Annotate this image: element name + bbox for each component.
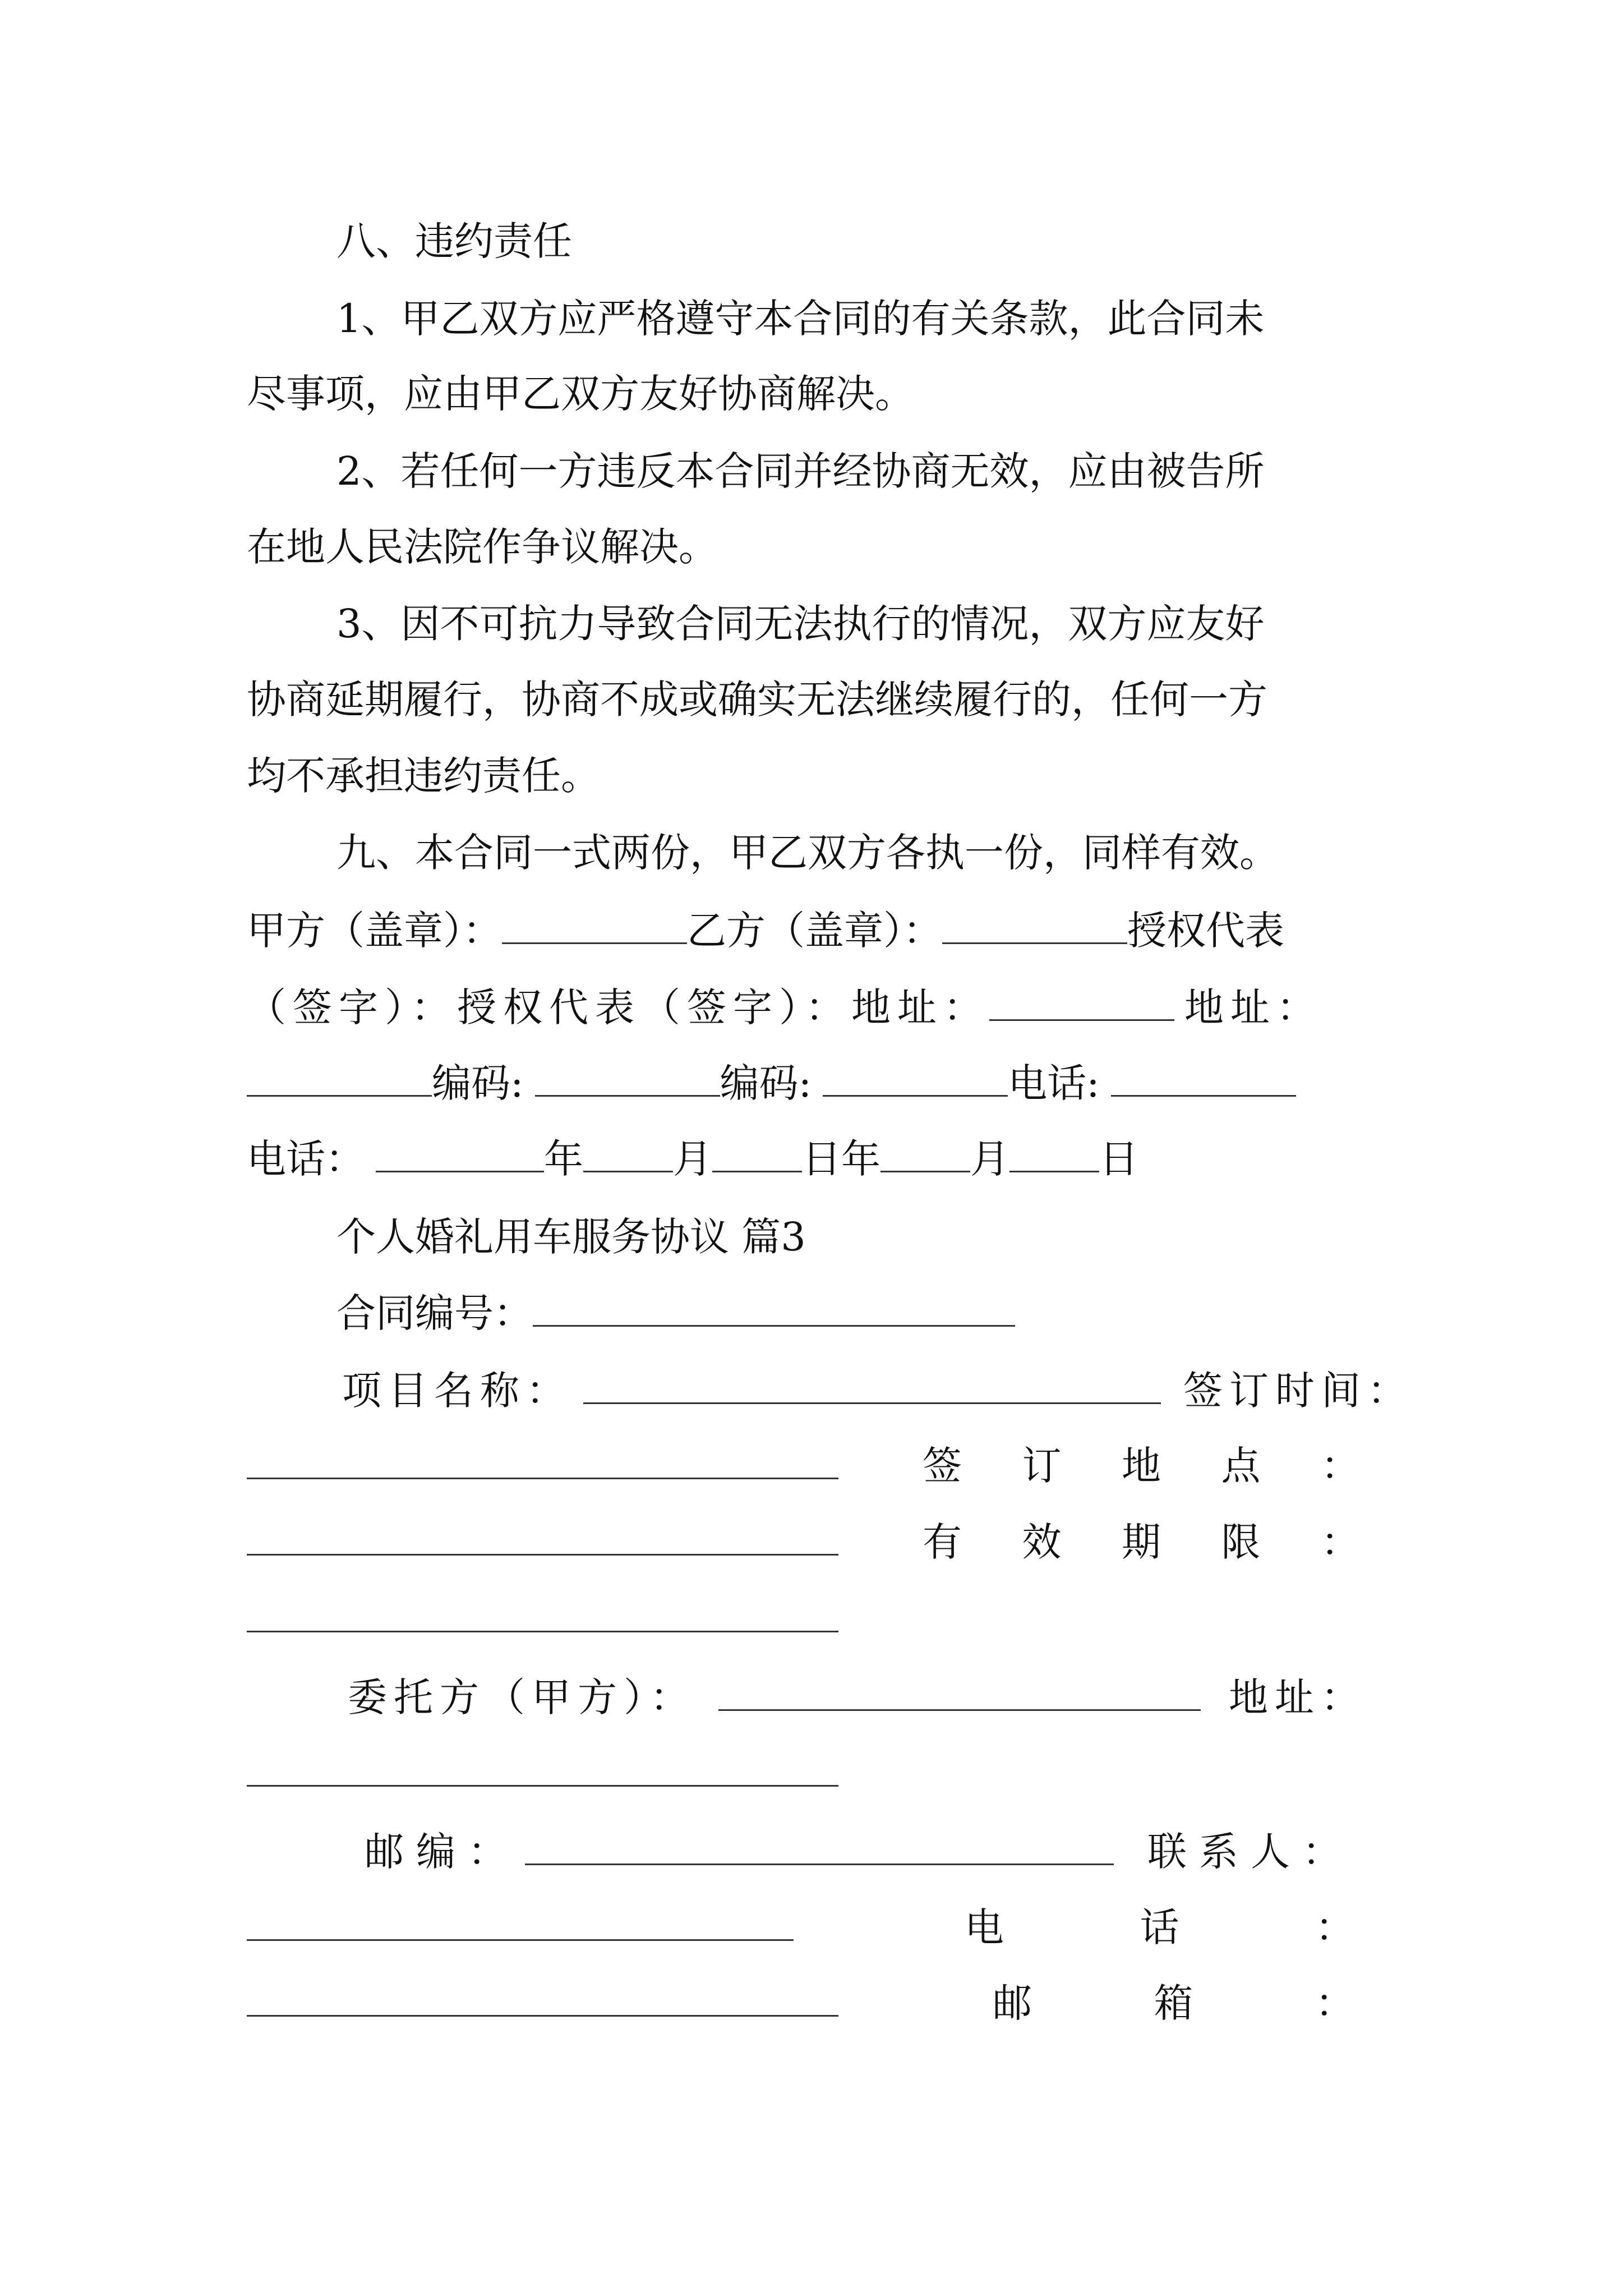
section-9-text: 九、本合同一式两份，甲乙双方各执一份，同样有效。 bbox=[336, 830, 1279, 876]
sign-time-blank bbox=[247, 1437, 838, 1479]
month-b-blank bbox=[880, 1130, 970, 1172]
sign-place-label: 签 订 地 点 ： bbox=[923, 1443, 1360, 1489]
client-blank bbox=[718, 1669, 1201, 1711]
contact-label: 联系人： bbox=[1147, 1829, 1354, 1875]
month-a-blank bbox=[583, 1130, 673, 1172]
party-b-seal-blank bbox=[942, 902, 1127, 944]
phone-row bbox=[247, 1899, 1385, 1955]
sign-time-label: 签订时间： bbox=[1183, 1368, 1413, 1414]
signature-row-4 bbox=[247, 1130, 1385, 1186]
auth-rep-sign-b-label: 授权代表（签字）： bbox=[457, 984, 851, 1030]
section-8-para-3-line-3: 均不承担违约责任。 bbox=[247, 753, 600, 799]
project-name-row bbox=[342, 1362, 1413, 1418]
section-8-para-1-line-2: 尽事项，应由甲乙双方友好协商解决。 bbox=[247, 371, 914, 417]
valid-period-blank bbox=[247, 1590, 838, 1632]
party-b-seal-label: 乙方（盖章）： bbox=[687, 908, 942, 954]
signature-row-1 bbox=[247, 902, 1385, 958]
section-8-para-3-line-2: 协商延期履行，协商不成或确实无法继续履行的，任何一方 bbox=[247, 677, 1267, 723]
valid-period-label: 有 效 期 限 ： bbox=[923, 1519, 1360, 1565]
phone-label: 电 话 ： bbox=[965, 1904, 1354, 1950]
phone-a-label: 电话: bbox=[1008, 1060, 1100, 1106]
contact-blank bbox=[247, 1899, 794, 1941]
address-a-blank bbox=[989, 979, 1174, 1021]
code-a-blank bbox=[535, 1055, 720, 1097]
section-8-para-1-line-1: 1、甲乙双方应严格遵守本合同的有关条款，此合同未 bbox=[336, 296, 1265, 342]
client-address-blank-row bbox=[247, 1745, 1385, 1801]
section-8-para-3-line-1: 3、因不可抗力导致合同无法执行的情况，双方应友好 bbox=[336, 601, 1265, 647]
auth-rep-sign-a-label: （签字）： bbox=[247, 984, 457, 1030]
day-b-blank bbox=[1009, 1130, 1099, 1172]
day-b-label: 日 bbox=[1099, 1136, 1138, 1182]
signature-row-2 bbox=[247, 979, 1385, 1035]
postcode-blank bbox=[525, 1823, 1114, 1865]
valid-period-row bbox=[247, 1513, 1385, 1570]
section-8-para-2-line-2: 在地人民法院作争议解决。 bbox=[247, 524, 718, 570]
phone-a-blank bbox=[1111, 1055, 1296, 1097]
signature-row-3 bbox=[247, 1055, 1385, 1111]
address-b-label: 地址： bbox=[1184, 984, 1322, 1030]
year-a-label: 年 bbox=[544, 1136, 583, 1182]
postcode-row bbox=[365, 1823, 1413, 1879]
month-b-label: 月 bbox=[970, 1136, 1009, 1182]
client-address-label: 地址： bbox=[1229, 1674, 1367, 1720]
phone-b-label: 电话： bbox=[247, 1136, 365, 1182]
sign-place-row bbox=[247, 1437, 1385, 1493]
contract-no-blank bbox=[533, 1285, 1015, 1327]
client-label: 委托方（甲方）： bbox=[348, 1674, 696, 1720]
day-a-blank bbox=[712, 1130, 802, 1172]
party-a-seal-label: 甲方（盖章）： bbox=[247, 908, 502, 954]
phone-b-blank bbox=[376, 1130, 544, 1172]
project-name-label: 项目名称： bbox=[342, 1368, 572, 1414]
section-8-heading: 八、违约责任 bbox=[336, 218, 572, 264]
address-a-label: 地址： bbox=[851, 984, 989, 1030]
email-label: 邮 箱 ： bbox=[993, 1980, 1354, 2026]
sign-place-blank bbox=[247, 1513, 838, 1556]
email-row bbox=[247, 1975, 1385, 2031]
postcode-label: 邮编： bbox=[365, 1829, 519, 1875]
year-b-label: 年 bbox=[841, 1136, 880, 1182]
phone-blank bbox=[247, 1975, 838, 2017]
party-a-seal-blank bbox=[502, 902, 687, 944]
address-b-blank bbox=[247, 1055, 432, 1097]
code-b-blank bbox=[823, 1055, 1008, 1097]
month-a-label: 月 bbox=[673, 1136, 712, 1182]
client-address-blank bbox=[247, 1745, 838, 1787]
code-b-label: 编码: bbox=[720, 1060, 812, 1106]
code-a-label: 编码: bbox=[432, 1060, 524, 1106]
day-a-label: 日 bbox=[802, 1136, 841, 1182]
agreement-3-title: 个人婚礼用车服务协议 篇3 bbox=[336, 1214, 806, 1260]
client-row bbox=[348, 1669, 1413, 1725]
project-name-blank bbox=[583, 1362, 1161, 1404]
contract-no-row bbox=[336, 1285, 1385, 1341]
section-8-para-2-line-1: 2、若任何一方违反本合同并经协商无效，应由被告所 bbox=[336, 448, 1265, 494]
valid-period-blank-row bbox=[247, 1590, 1385, 1646]
auth-rep-label: 授权代表 bbox=[1127, 908, 1284, 954]
contract-no-label: 合同编号： bbox=[336, 1290, 533, 1336]
